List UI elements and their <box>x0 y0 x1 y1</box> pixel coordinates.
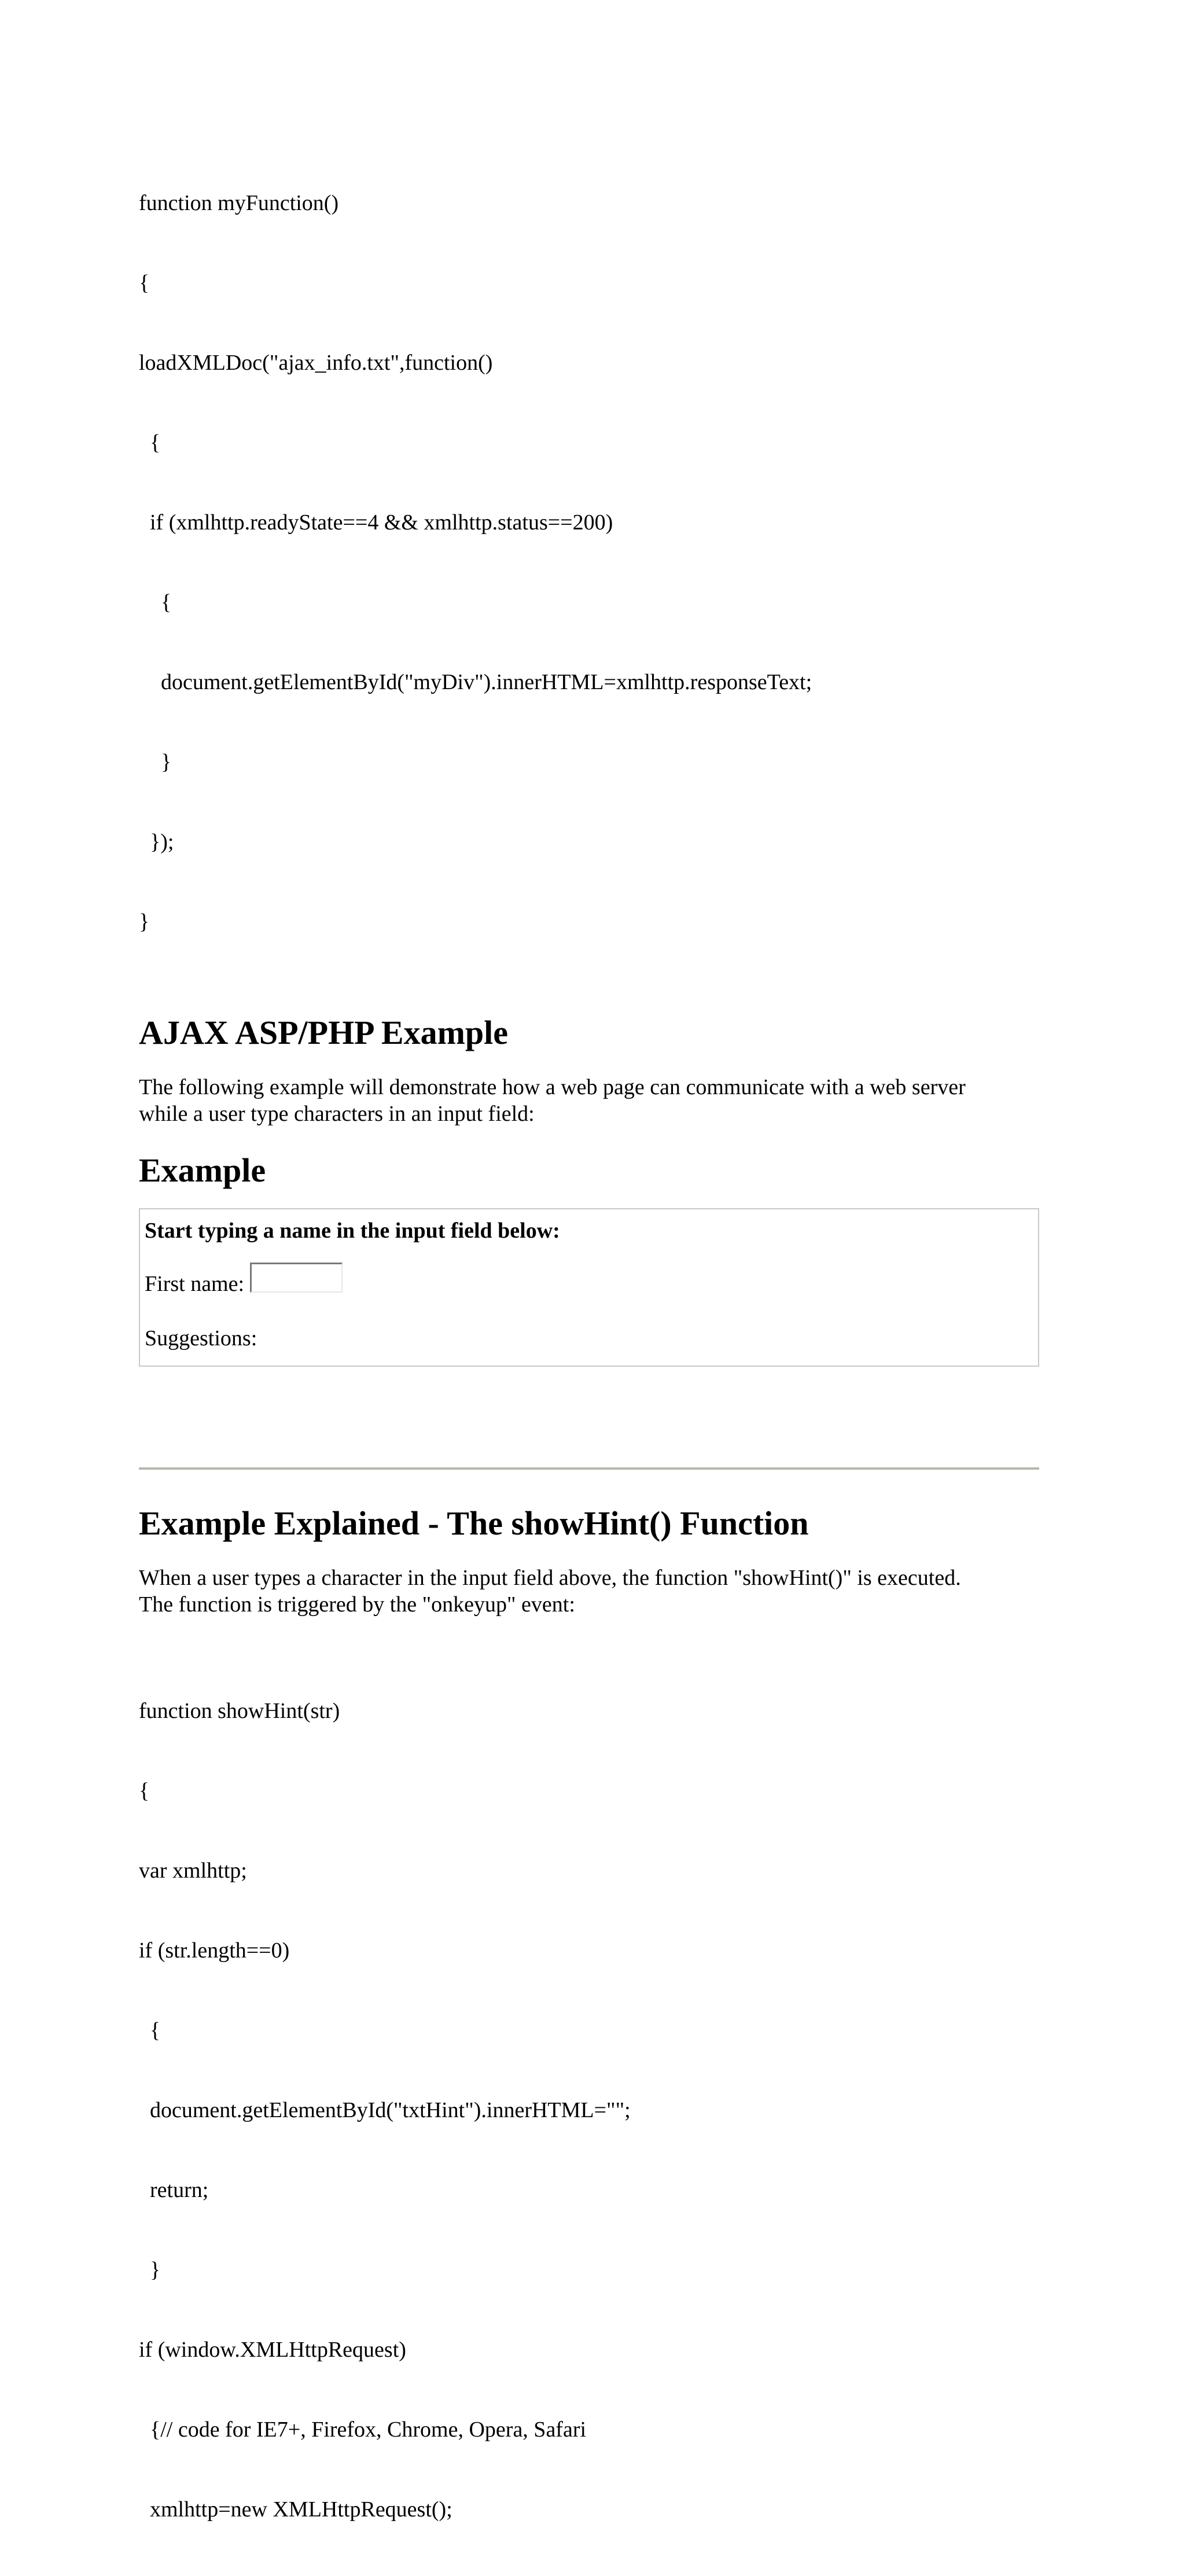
code-line: var xmlhttp; <box>139 1859 247 1883</box>
section-divider <box>139 1467 1039 1470</box>
code-line: if (xmlhttp.readyState==4 && xmlhttp.status==200) <box>139 510 613 535</box>
code-line: { <box>139 1779 150 1803</box>
section-heading-ajax-asp-php: AJAX ASP/PHP Example <box>139 1014 509 1051</box>
code-line: loadXMLDoc("ajax_info.txt",function() <box>139 351 493 375</box>
code-block-myfunction <box>139 137 1042 988</box>
paragraph-line: When a user types a character in the input field above, the function "showHint()" is executed. <box>139 1566 961 1590</box>
code-line: return; <box>139 2178 209 2202</box>
code-line: { <box>139 271 150 295</box>
code-line: { <box>139 2018 161 2043</box>
example-heading: Example <box>139 1151 266 1189</box>
code-line: } <box>139 750 172 774</box>
first-name-label: First name: <box>145 1272 245 1296</box>
intro-paragraph <box>139 1074 1042 1127</box>
code-line: xmlhttp=new XMLHttpRequest(); <box>139 2497 452 2522</box>
code-line: } <box>139 910 150 934</box>
paragraph-line: while a user type characters in an input field: <box>139 1102 535 1126</box>
example-box <box>139 1208 1039 1367</box>
suggestions-row <box>145 1325 1033 1352</box>
code-line: document.getElementById("txtHint").innerHTML=""; <box>139 2098 631 2122</box>
explanation-paragraph <box>139 1565 1042 1618</box>
paragraph-line: The function is triggered by the "onkeyup" event: <box>139 1592 575 1617</box>
code-line: if (str.length==0) <box>139 1938 290 1963</box>
paragraph-line: The following example will demonstrate how a web page can communicate with a web server <box>139 1075 966 1099</box>
code-line: { <box>139 590 172 614</box>
code-line: } <box>139 2258 161 2282</box>
code-line: }); <box>139 830 174 854</box>
suggestions-label: Suggestions: <box>145 1326 257 1350</box>
code-line: { <box>139 430 161 455</box>
code-line: function myFunction() <box>139 191 339 215</box>
first-name-row <box>145 1267 1033 1297</box>
code-line: document.getElementById("myDiv").innerHTML=xmlhttp.responseText; <box>139 670 812 694</box>
code-line: function showHint(str) <box>139 1699 340 1723</box>
first-name-input[interactable] <box>250 1263 343 1293</box>
example-instruction: Start typing a name in the input field below: <box>145 1219 560 1243</box>
section-heading-showhint: Example Explained - The showHint() Function <box>139 1504 809 1542</box>
document-page <box>139 137 1042 2576</box>
code-block-showhint <box>139 1644 1042 2576</box>
code-line: if (window.XMLHttpRequest) <box>139 2338 406 2362</box>
code-line: {// code for IE7+, Firefox, Chrome, Opera, Safari <box>139 2417 587 2442</box>
